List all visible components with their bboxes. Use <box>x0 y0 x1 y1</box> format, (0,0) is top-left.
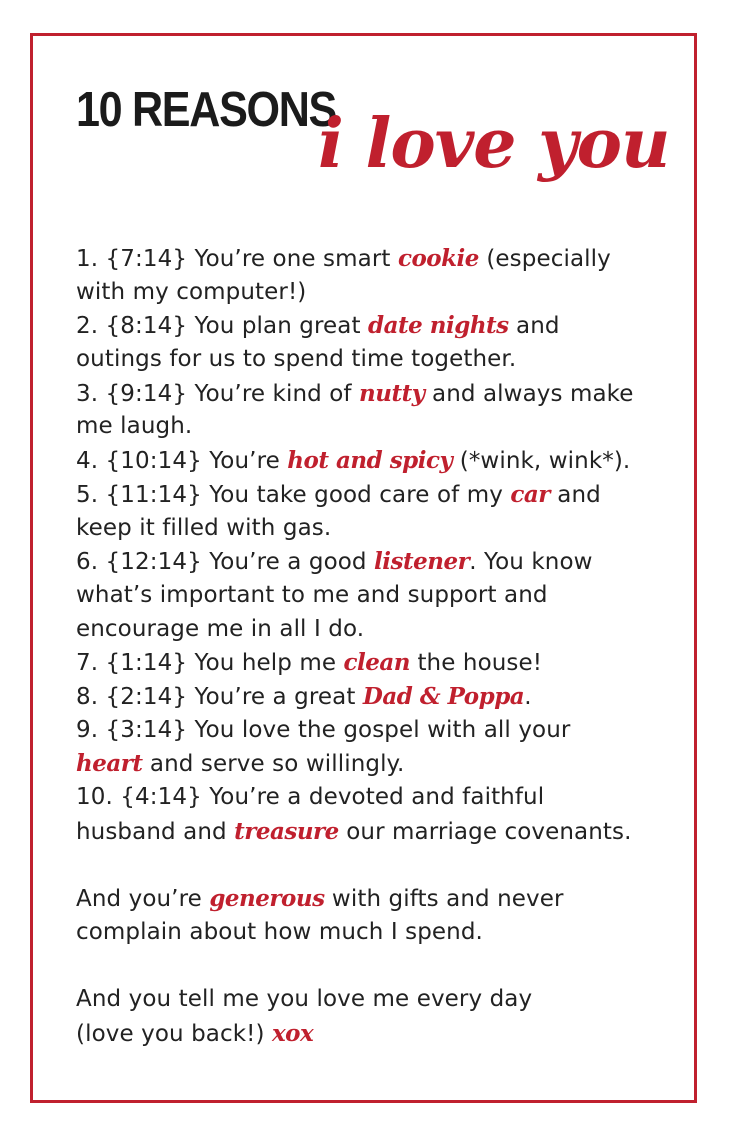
paragraph-gap <box>76 949 676 983</box>
line-text: with gifts and never <box>324 886 564 913</box>
line-text: 10. {4:14} You’re a devoted and faithful <box>76 784 545 810</box>
text-line <box>76 747 676 781</box>
highlighted-word: treasure <box>234 817 339 845</box>
text-line <box>76 815 676 849</box>
text-line <box>76 377 676 411</box>
line-text: the house! <box>410 650 543 677</box>
line-text: complain about how much I spend. <box>76 918 483 945</box>
line-text: what’s important to me and support and <box>76 581 548 608</box>
line-text: 9. {3:14} You love the gospel with all your <box>76 716 571 743</box>
text-line <box>76 444 676 478</box>
text-line <box>76 343 676 377</box>
highlighted-word: clean <box>343 649 411 677</box>
highlighted-word: date nights <box>368 312 509 340</box>
line-text: (*wink, wink*). <box>452 448 631 475</box>
line-text: husband and <box>76 818 235 845</box>
line-text: 1. {7:14} You’re one smart <box>76 246 398 272</box>
text-line <box>76 242 676 276</box>
text-line <box>76 613 676 647</box>
line-text: (especially <box>478 246 611 272</box>
highlighted-word: generous <box>209 885 325 913</box>
text-line <box>76 512 676 546</box>
highlighted-word: listener <box>374 548 470 576</box>
text-line <box>76 309 676 343</box>
line-text: 3. {9:14} You’re kind of <box>76 380 360 407</box>
text-line <box>76 276 676 310</box>
line-text: . You know <box>469 549 593 576</box>
text-line <box>76 1017 676 1051</box>
highlighted-word: Dad & Poppa <box>362 682 525 710</box>
reasons-list <box>76 242 676 1051</box>
title-main: 10 REASONS <box>76 83 336 137</box>
line-text: encourage me in all I do. <box>76 615 365 642</box>
text-line <box>76 882 676 916</box>
line-text: 4. {10:14} You’re <box>76 448 288 475</box>
line-text: 7. {1:14} You help me <box>76 650 344 677</box>
line-text: 5. {11:14} You take good care of my <box>76 481 511 508</box>
line-text: me laugh. <box>76 413 193 440</box>
highlighted-word: heart <box>76 750 143 778</box>
text-line <box>76 478 676 512</box>
line-text: and <box>508 313 560 340</box>
line-text: 6. {12:14} You’re a good <box>76 549 375 576</box>
text-line <box>76 579 676 613</box>
line-text: with my computer!) <box>76 278 307 305</box>
line-text: keep it filled with gas. <box>76 514 332 541</box>
line-text: our marriage covenants. <box>338 818 632 845</box>
line-text: And you tell me you love me every day <box>76 986 533 1013</box>
text-line <box>76 916 676 950</box>
line-text: And you’re <box>76 886 210 913</box>
line-text: . <box>524 683 532 710</box>
text-line <box>76 714 676 748</box>
paragraph-gap <box>76 848 676 882</box>
line-text: and <box>549 481 601 508</box>
text-line <box>76 545 676 579</box>
line-text: outings for us to spend time together. <box>76 346 517 373</box>
line-text: (love you back!) <box>76 1020 272 1047</box>
line-text: and serve so willingly. <box>142 751 405 778</box>
line-text: 2. {8:14} You plan great <box>76 313 369 340</box>
highlighted-word: nutty <box>359 379 425 407</box>
highlighted-word: xox <box>271 1019 314 1047</box>
highlighted-word: car <box>510 480 550 508</box>
line-text: 8. {2:14} You’re a great <box>76 683 363 710</box>
text-line <box>76 646 676 680</box>
title-script: i love you <box>318 104 670 184</box>
text-line <box>76 410 676 444</box>
highlighted-word: hot and spicy <box>287 447 453 475</box>
highlighted-word: cookie <box>397 245 479 272</box>
text-line <box>76 680 676 714</box>
text-line <box>76 781 676 815</box>
text-line <box>76 983 676 1017</box>
line-text: and always make <box>424 380 634 407</box>
